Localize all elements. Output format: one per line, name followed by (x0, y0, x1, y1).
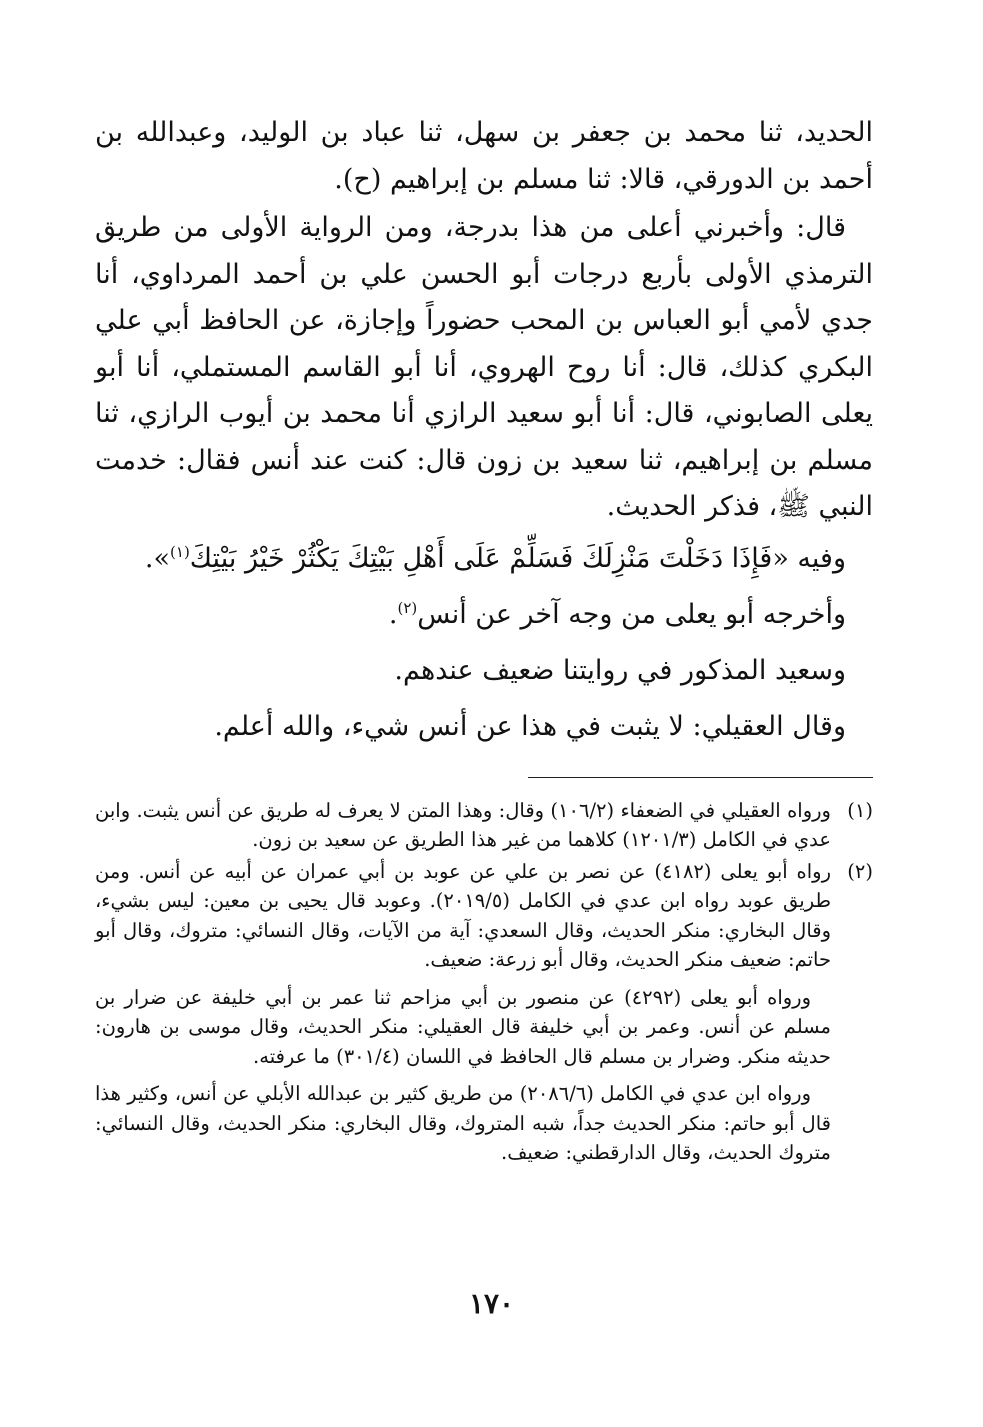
footnote-body (95, 796, 831, 855)
page-content (95, 110, 873, 1168)
footnote-paragraph: ورواه ابن عدي في الكامل (٢٠٨٦/٦) من طريق كثير بن عبدالله الأبلي عن أنس، وكثير هذا قال أبو حاتم: منكر الحديث جداً، شبه المتروك، وقال البخاري: منكر الحديث، وقال النسائي: متروك الحديث، وقال الدارقطني: ضعيف. (95, 1082, 831, 1164)
hadith-end: ». (144, 542, 171, 574)
main-text (95, 110, 873, 755)
footnote (95, 796, 873, 855)
hadith-line (95, 531, 873, 587)
abu-yala-text: وأخرجه أبو يعلى من وجه آخر عن أنس (417, 598, 846, 630)
abu-yala-line (95, 587, 873, 643)
footnotes (95, 796, 873, 1168)
abu-yala-end: . (388, 598, 398, 630)
footnote-ref: (١) (170, 542, 190, 561)
paragraph: الحديد، ثنا محمد بن جعفر بن سهل، ثنا عباد بن الوليد، وعبدالله بن أحمد بن الدورقي، قالا: ثنا مسلم بن إبراهيم (ح). (95, 117, 873, 195)
hadith-text: وفيه «فَإِذَا دَخَلْتَ مَنْزِلَكَ فَسَلِّمْ عَلَى أَهْلِ بَيْتِكَ يَكْثُرْ خَيْرُ بَيْتِكَ (189, 542, 846, 574)
footnote-body (95, 857, 831, 1168)
uqayli-line: وقال العقيلي: لا يثبت في هذا عن أنس شيء، والله أعلم. (214, 710, 846, 742)
footnote (95, 857, 873, 1168)
footnote-separator (528, 777, 873, 778)
footnote-paragraph: ورواه أبو يعلى (٤٢٩٢) عن منصور بن أبي مزاحم ثنا عمر بن أبي خليفة عن ضرار بن مسلم عن أنس. وعمر بن أبي خليفة قال العقيلي: منكر الحديث، وقال موسى بن هارون: حديثه منكر. وضرار بن مسلم قال الحافظ في اللسان (٣٠١/٤) ما عرفته. (95, 985, 831, 1068)
footnote-paragraph: ورواه العقيلي في الضعفاء (١٠٦/٢) وقال: وهذا المتن لا يعرف له طريق عن أنس يثبت. وابن عدي في الكامل (١٢٠١/٣) كلاهما من غير هذا الطريق عن سعيد بن زون. (95, 798, 831, 851)
footnote-number: (١) (847, 798, 873, 822)
footnote-ref: (٢) (397, 598, 418, 617)
footnote-number: (٢) (847, 859, 873, 883)
footnote-paragraph: رواه أبو يعلى (٤١٨٢) عن نصر بن علي عن عوبد بن أبي عمران عن أبيه عن أنس. ومن طريق عوبد رواه ابن عدي في الكامل (٢٠١٩/٥). وعوبد قال يحيى بن معين: ليس بشيء، وقال البخاري: منكر الحديث، وقال السعدي: آية من الآيات، وقال النسائي: متروك، وقال أبو حاتم: ضعيف منكر الحديث، وقال أبو زرعة: ضعيف. (95, 859, 831, 971)
page-number: ١٧٠ (468, 1287, 515, 1320)
said-line: وسعيد المذكور في روايتنا ضعيف عندهم. (394, 654, 846, 686)
paragraph: قال: وأخبرني أعلى من هذا بدرجة، ومن الرواية الأولى من طريق الترمذي الأولى بأربع درجات أبو الحسن علي بن أحمد المرداوي، أنا جدي لأمي أبو العباس بن المحب حضوراً وإجازة، عن الحافظ أبي علي البكري كذلك، قال: أنا روح الهروي، أنا أبو القاسم المستملي، أنا أبو يعلى الصابوني، قال: أنا أبو سعيد الرازي أنا محمد بن أيوب الرازي، ثنا مسلم بن إبراهيم، ثنا سعيد بن زون قال: كنت عند أنس فقال: خدمت النبي ﷺ، فذكر الحديث. (95, 212, 873, 522)
